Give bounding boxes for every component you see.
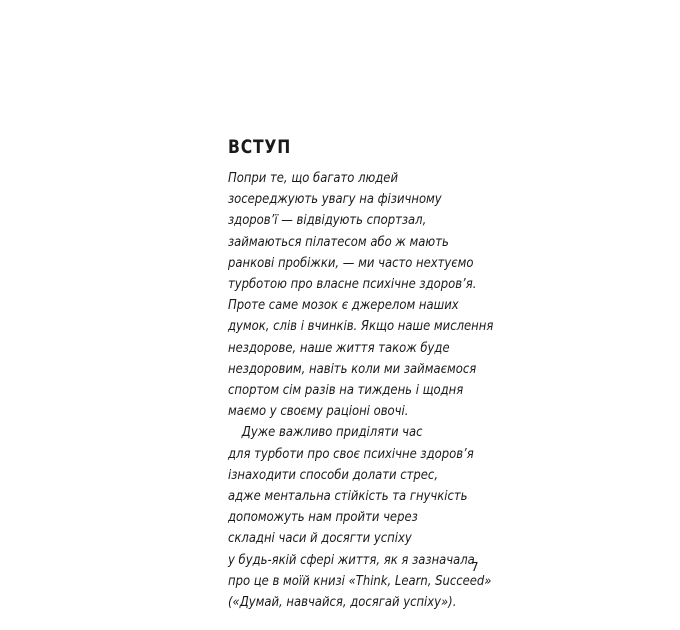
paragraph-1	[228, 168, 528, 422]
text-line: турботою про власне психічне здоров’я.	[228, 276, 477, 293]
text-line: Попри те, що багато людей	[228, 170, 399, 186]
paragraph-2	[228, 422, 528, 613]
text-line: у будь-якій сфері життя, як я зазначала	[228, 551, 475, 568]
text-line: здоров’ї — відвідують спортзал,	[228, 212, 427, 229]
text-line: («Думай, навчайся, досягай успіху»).	[228, 594, 457, 611]
text-line: складні часи й досягти успіху	[228, 530, 412, 547]
text-line: Дуже важливо приділяти час	[241, 424, 423, 441]
text-line: ізнаходити способи долати стрес,	[228, 466, 439, 483]
text-line: ранкові пробіжки, — ми часто нехтуємо	[228, 254, 474, 271]
text-line: нездорове, наше життя також буде	[228, 339, 450, 356]
body-text	[228, 168, 528, 613]
text-line: зосереджують увагу на фізичному	[228, 191, 442, 208]
chapter-heading: ВСТУП	[228, 136, 292, 158]
text-line: маємо у своєму раціоні овочі.	[228, 403, 409, 420]
text-line: спортом сім разів на тиждень і щодня	[228, 382, 464, 399]
text-line: думок, слів і вчинків. Якщо наше мислення	[228, 318, 494, 335]
text-line: адже ментальна стійкість та гнучкість	[228, 488, 468, 505]
text-line: про це в моїй книзі «Think, Learn, Succeed»	[228, 572, 492, 589]
text-line: допоможуть нам пройти через	[228, 509, 418, 526]
page-number: 7	[471, 560, 479, 574]
text-line: займаються пілатесом або ж мають	[228, 233, 449, 250]
text-line: для турботи про своє психічне здоров’я	[228, 445, 474, 462]
text-line: нездоровим, навіть коли ми займаємося	[228, 360, 477, 377]
text-line: Проте саме мозок є джерелом наших	[228, 297, 459, 314]
